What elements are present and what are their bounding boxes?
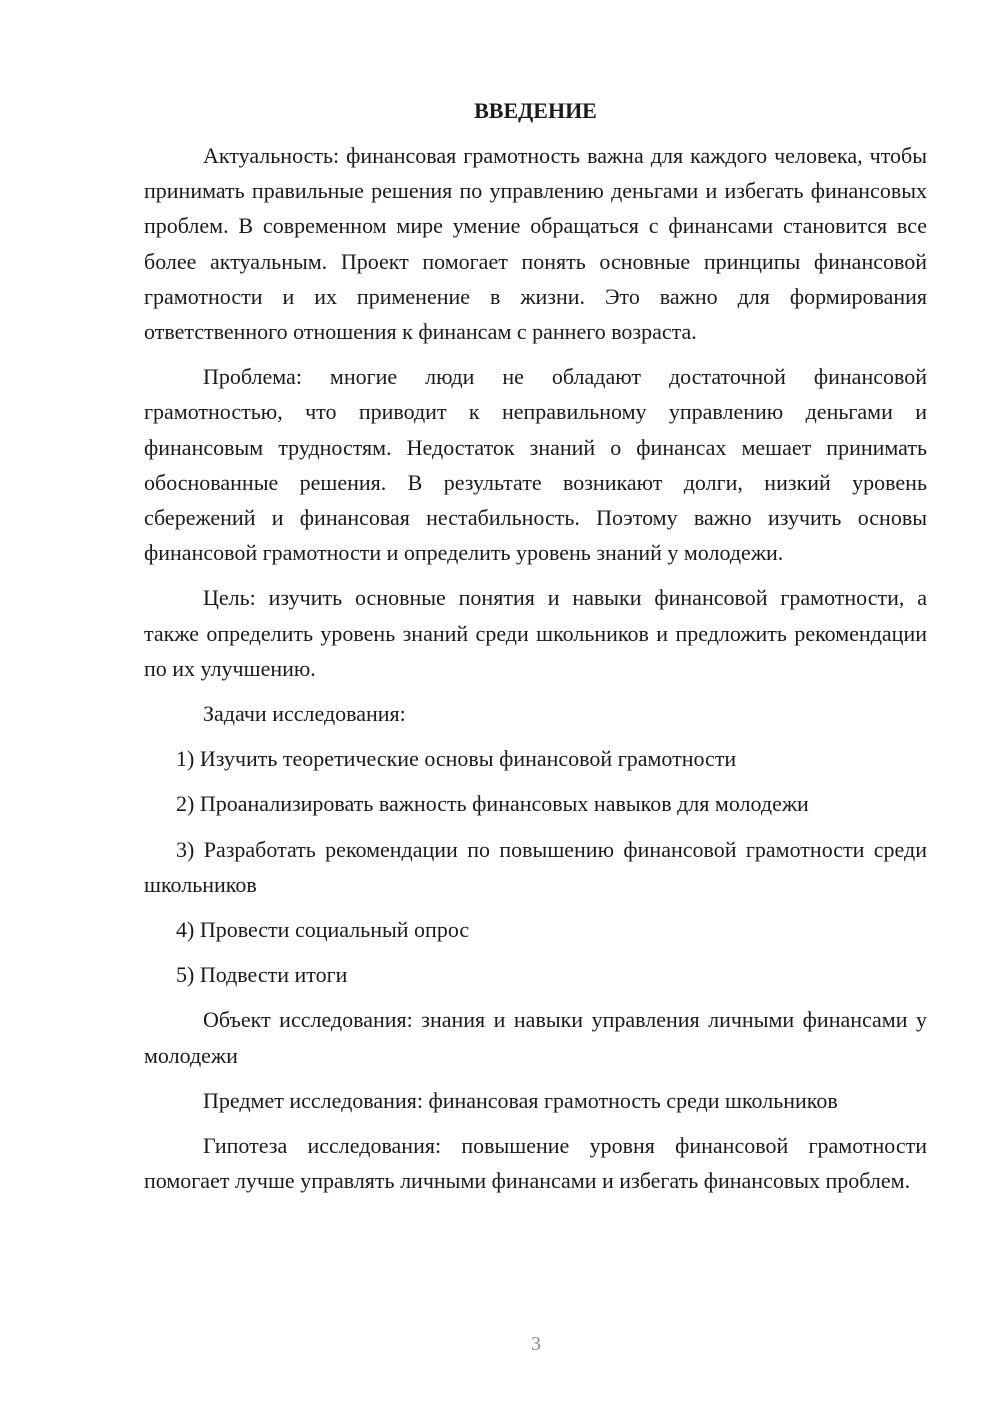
list-item-task-3: 3) Разработать рекомендации по повышению финансовой грамотности среди школьников: [144, 836, 927, 897]
paragraph-relevance: Актуальность: финансовая грамотность важна для каждого человека, чтобы принимать правильные решения по управлению деньгами и избегать финансовых проблем. В современном мире умение обращаться с финансами становится все более актуальным. Проект помогает понять основные принципы финансовой грамотности и их применение в жизни. Это важно для формирования ответственного отношения к финансам с раннего возраста.: [144, 143, 927, 345]
paragraph-object: Объект исследования: знания и навыки управления личными финансами у молодежи: [144, 1007, 927, 1068]
tasks-heading: Задачи исследования:: [203, 701, 406, 727]
section-title: ВВЕДЕНИЕ: [474, 98, 597, 123]
page-number: 3: [531, 1333, 541, 1355]
paragraph-goal: Цель: изучить основные понятия и навыки финансовой грамотности, а также определить уровень знаний среди школьников и предложить рекомендации по их улучшению.: [144, 585, 927, 681]
list-item-task-1: 1) Изучить теоретические основы финансовой грамотности: [176, 746, 737, 772]
paragraph-subject: Предмет исследования: финансовая грамотность среди школьников: [203, 1087, 838, 1113]
paragraph-problem: Проблема: многие люди не обладают достаточной финансовой грамотностью, что приводит к неправильному управлению деньгами и финансовым трудностям. Недостаток знаний о финансах мешает принимать обоснованные решения. В результате возникают долги, низкий уровень сбережений и финансовая нестабильность. Поэтому важно изучить основы финансовой грамотности и определить уровень знаний у молодежи.: [144, 364, 927, 566]
tasks-list: [144, 741, 927, 992]
list-item-task-5: 5) Подвести итоги: [176, 962, 348, 988]
list-item-task-4: 4) Провести социальный опрос: [176, 917, 470, 943]
paragraph-hypothesis: Гипотеза исследования: повышение уровня финансовой грамотности помогает лучше управлять личными финансами и избегать финансовых проблем.: [144, 1133, 927, 1194]
document-page: [144, 96, 927, 1208]
list-item-task-2: 2) Проанализировать важность финансовых навыков для молодежи: [176, 791, 809, 817]
